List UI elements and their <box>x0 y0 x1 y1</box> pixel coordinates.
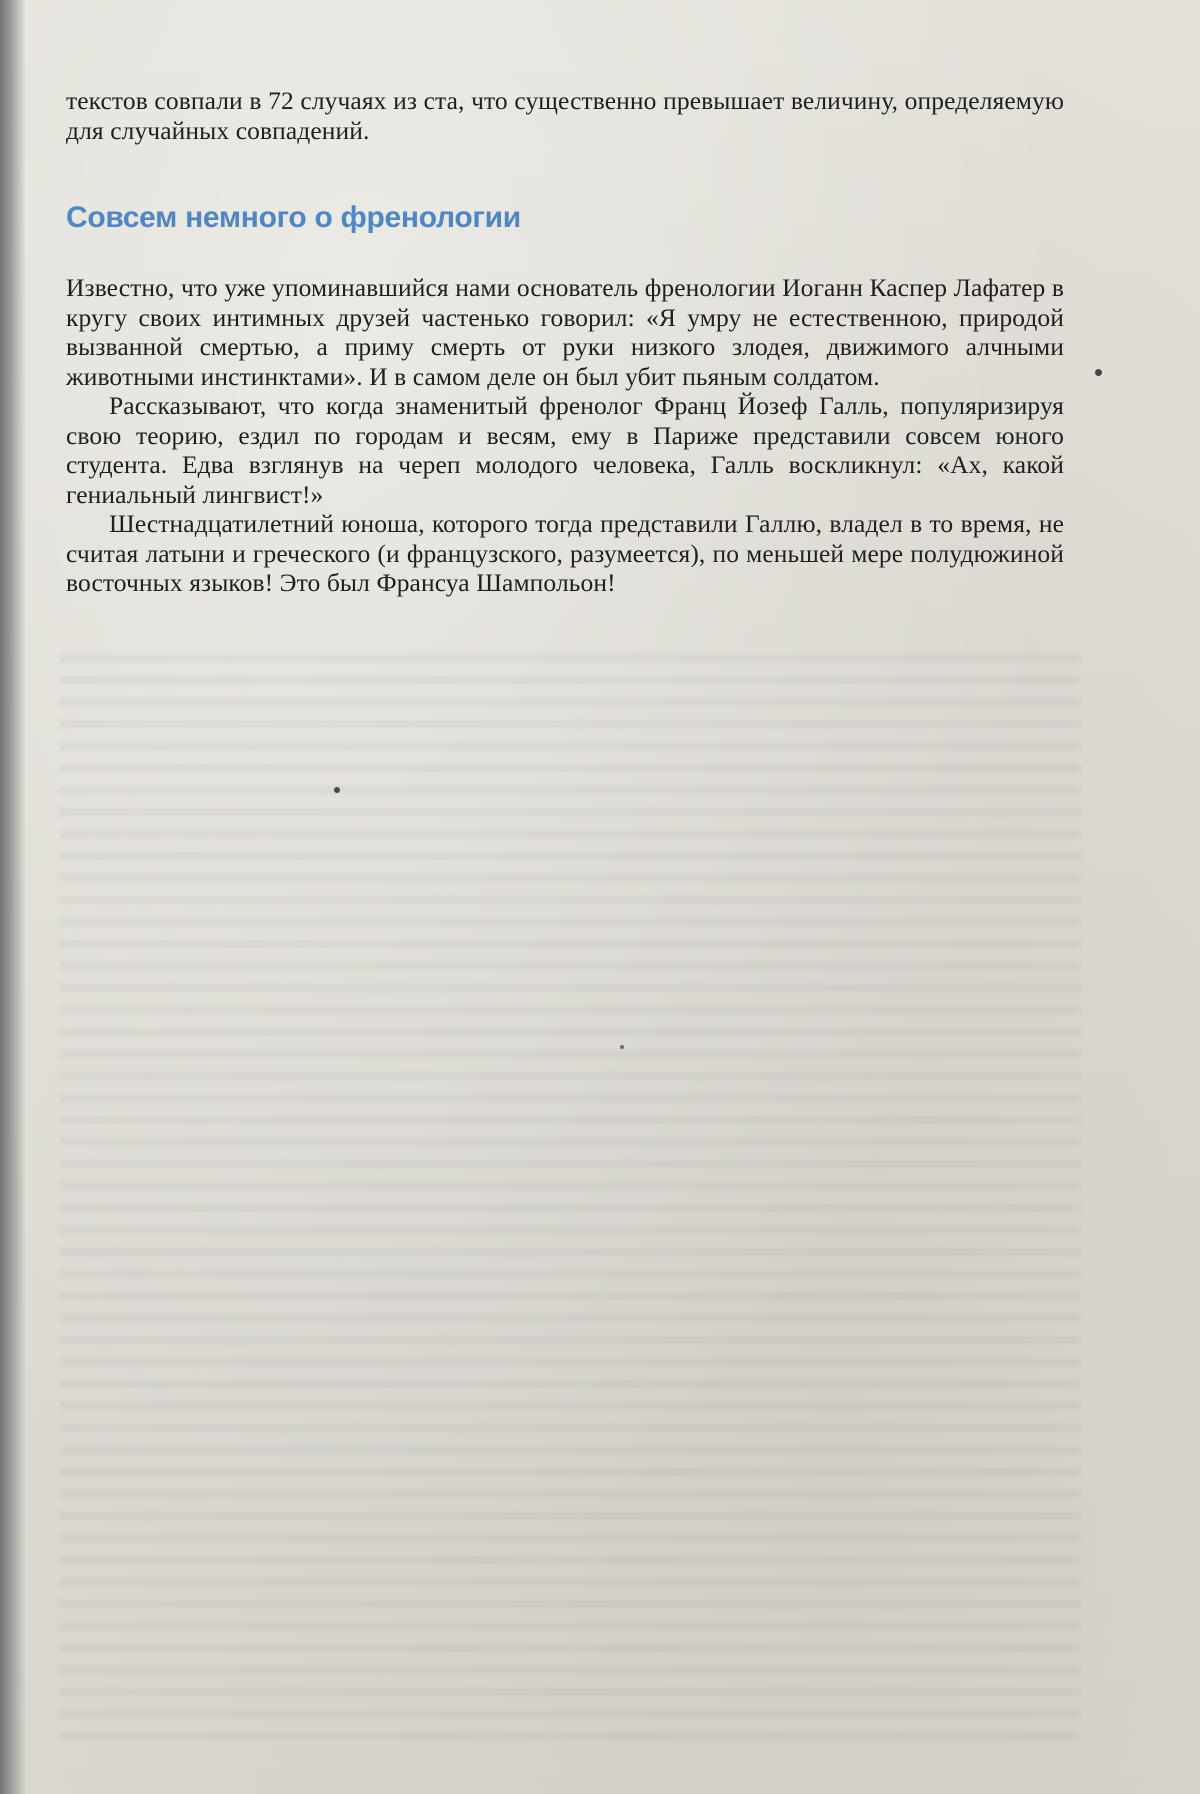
page-spine-shadow <box>0 0 26 1794</box>
print-speck <box>1095 369 1102 376</box>
print-speck <box>334 787 340 793</box>
paragraph-gall: Рассказывают, что когда знаменитый френолог Франц Йозеф Галль, популяризируя свою теорию, ездил по городам и весям, ему в Париже представили совсем юного студента. Едва взглянув на череп молодого человека, Галль воскликнул: «Ах, какой гениальный лингвист!» <box>66 391 1064 509</box>
page-text <box>66 86 1064 598</box>
reverse-side-bleed-through <box>60 640 1080 1740</box>
paragraph-champollion: Шестнадцатилетний юноша, которого тогда представили Галлю, владел в то время, не считая латыни и греческого (и французского, разумеется), по меньшей мере полудюжиной восточных языков! Это был Франсуа Шампольон! <box>66 509 1064 597</box>
section-heading: Совсем немного о френологии <box>66 201 521 234</box>
paragraph-lavater: Известно, что уже упоминавшийся нами основатель френологии Иоганн Каспер Лафатер в кругу своих интимных друзей частенько говорил: «Я умру не естественною, природой вызванной смертью, а приму смерть от руки низкого злодея, движимого алчными животными инстинктами». И в самом деле он был убит пьяным солдатом. <box>66 273 1064 391</box>
print-speck <box>620 1045 624 1049</box>
intro-paragraph: текстов совпали в 72 случаях из ста, что существенно превышает величину, определяемую для случайных совпадений. <box>66 86 1064 145</box>
